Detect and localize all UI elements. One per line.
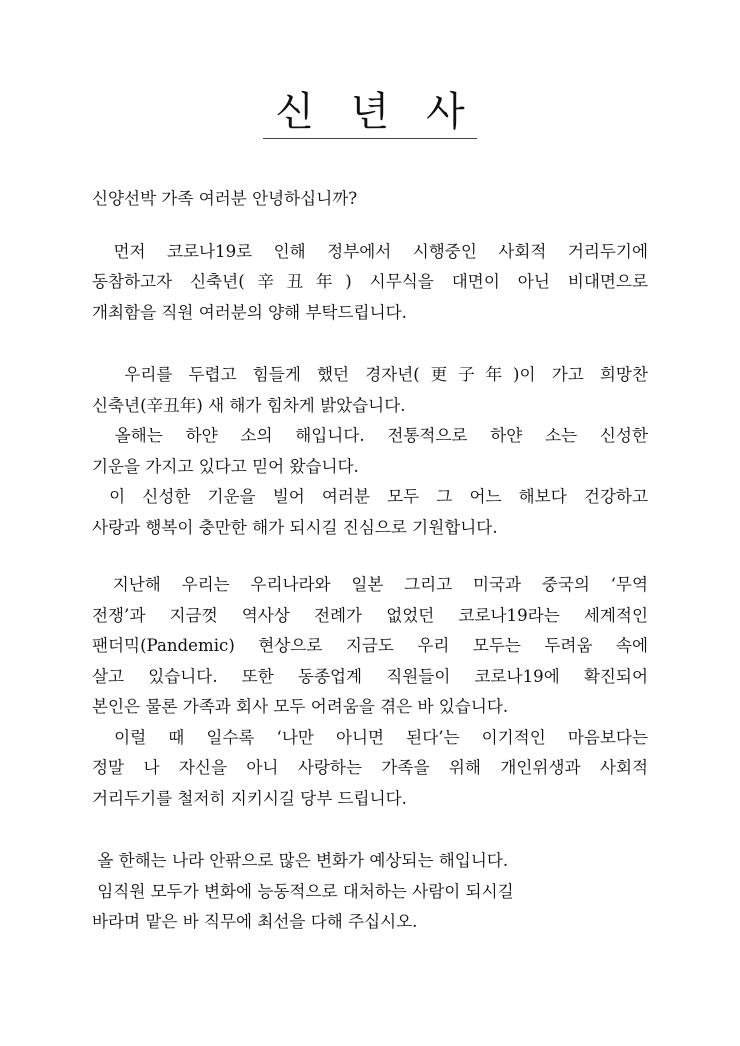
text-line: 사랑과 행복이 충만한 해가 되시길 진심으로 기원합니다. xyxy=(92,517,498,537)
text-line: 본인은 물론 가족과 회사 모두 어려움을 겪은 바 있습니다. xyxy=(92,697,509,716)
paragraph-3 xyxy=(92,570,648,814)
text-line: 정말 나 자신을 아니 사랑하는 가족을 위해 개인위생과 사회적 xyxy=(92,758,648,777)
text-line: 바라며 맡은 바 직무에 최선을 다해 주십시오. xyxy=(92,912,418,931)
text-line: 살고 있습니다. 또한 동종업계 직원들이 코로나19에 확진되어 xyxy=(92,666,648,686)
text-line: 전쟁’과 지금껏 역사상 전례가 없었던 코로나19라는 세계적인 xyxy=(92,605,648,625)
greeting-line: 신양선박 가족 여러분 안녕하십니까? xyxy=(92,189,358,208)
text-line: 팬더믹(Pandemic) 현상으로 지금도 우리 모두는 두려움 속에 xyxy=(92,636,648,655)
text-line: 기운을 가지고 있다고 믿어 왔습니다. xyxy=(92,456,359,476)
text-line: 임직원 모두가 변화에 능동적으로 대처하는 사람이 되시길 xyxy=(92,881,514,901)
text-line: 이럴 때 일수록 ‘나만 아니면 된다’는 이기적인 마음보다는 xyxy=(92,727,648,747)
text-line: 먼저 코로나19로 인해 정부에서 시행중인 사회적 거리두기에 xyxy=(92,241,648,261)
text-line: 이 신성한 기운을 빌어 여러분 모두 그 어느 해보다 건강하고 xyxy=(92,487,648,506)
text-line: 우리를 두렵고 힘들게 했던 경자년(更子年)이 가고 희망찬 xyxy=(92,365,648,384)
text-line: 올해는 하얀 소의 해입니다. 전통적으로 하얀 소는 신성한 xyxy=(92,426,648,445)
text-line: 올 한해는 나라 안팎으로 많은 변화가 예상되는 해입니다. xyxy=(92,851,509,870)
paragraph-4 xyxy=(92,846,648,938)
title-container xyxy=(0,89,740,139)
text-line: 동참하고자 신축년(辛丑年) 시무식을 대면이 아닌 비대면으로 xyxy=(92,272,648,291)
text-line: 개최함을 직원 여러분의 양해 부탁드립니다. xyxy=(92,302,407,322)
page-title: 신 년 사 xyxy=(263,92,476,139)
paragraph-1 xyxy=(92,237,648,329)
letter-body xyxy=(92,184,648,938)
text-line: 신축년(辛丑年) 새 해가 힘차게 밝았습니다. xyxy=(92,395,406,415)
paragraph-2 xyxy=(92,360,648,543)
greeting-paragraph xyxy=(92,184,648,215)
text-line: 지난해 우리는 우리나라와 일본 그리고 미국과 중국의 ‘무역 xyxy=(92,575,648,594)
text-line: 거리두기를 철저히 지키시길 당부 드립니다. xyxy=(92,788,407,808)
